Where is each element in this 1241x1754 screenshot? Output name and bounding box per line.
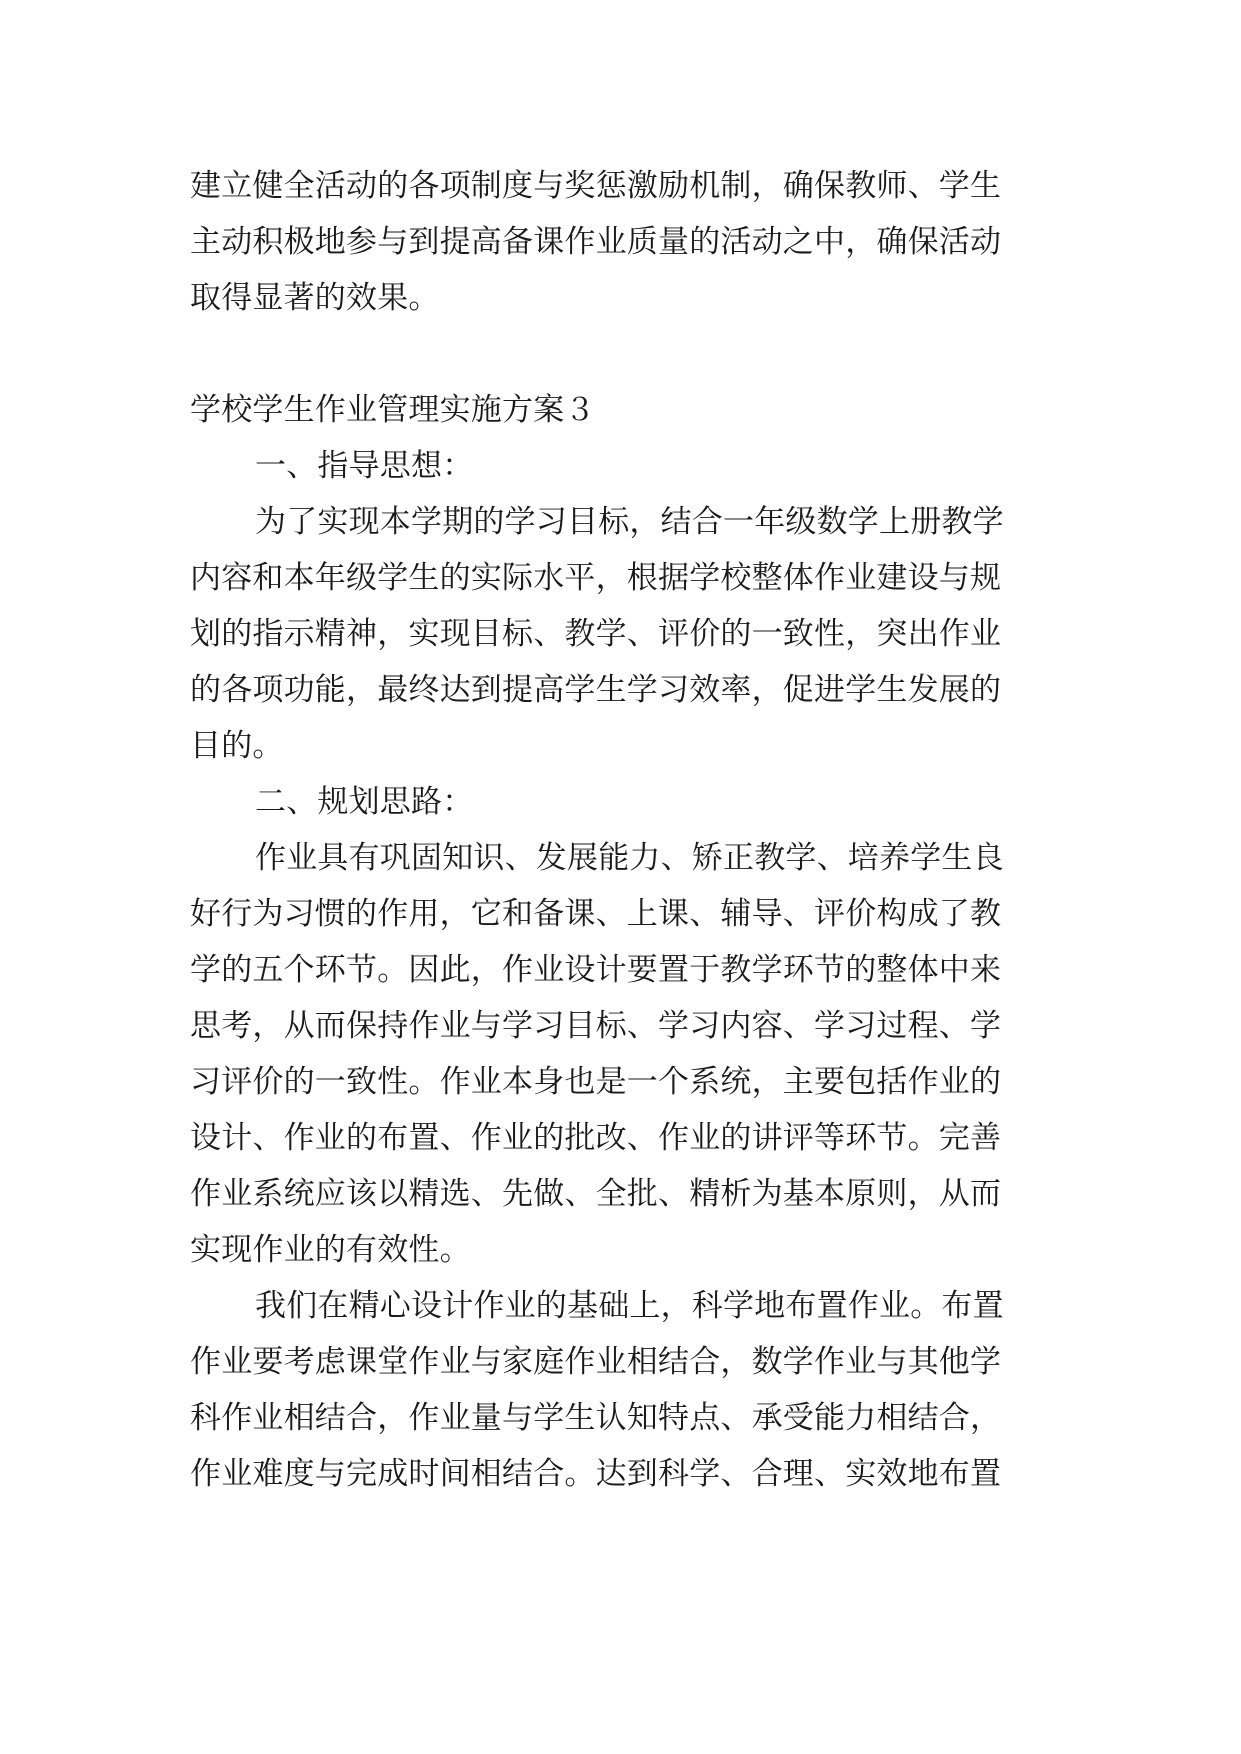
heading-guiding-ideology: 一、指导思想： bbox=[255, 448, 474, 484]
paragraph-1-line-5: 目的。 bbox=[190, 728, 284, 764]
paragraph-2-line-2: 好行为习惯的作用，它和备课、上课、辅导、评价构成了教 bbox=[190, 896, 1002, 932]
continuation-line-3: 取得显著的效果。 bbox=[190, 280, 440, 316]
paragraph-2-line-5: 习评价的一致性。作业本身也是一个系统，主要包括作业的 bbox=[190, 1064, 1002, 1100]
paragraph-1-line-4: 的各项功能，最终达到提高学生学习效率，促进学生发展的 bbox=[190, 672, 1002, 708]
paragraph-3-line-3: 科作业相结合，作业量与学生认知特点、承受能力相结合， bbox=[190, 1400, 1002, 1436]
section-title: 学校学生作业管理实施方案３ bbox=[190, 392, 596, 428]
paragraph-3-line-2: 作业要考虑课堂作业与家庭作业相结合，数学作业与其他学 bbox=[190, 1344, 1002, 1380]
paragraph-1-line-2: 内容和本年级学生的实际水平，根据学校整体作业建设与规 bbox=[190, 560, 1002, 596]
paragraph-2-line-1: 作业具有巩固知识、发展能力、矫正教学、培养学生良 bbox=[255, 840, 1004, 876]
paragraph-3-line-4: 作业难度与完成时间相结合。达到科学、合理、实效地布置 bbox=[190, 1456, 1002, 1492]
paragraph-1-line-1: 为了实现本学期的学习目标，结合一年级数学上册教学 bbox=[255, 504, 1004, 540]
continuation-line-1: 建立健全活动的各项制度与奖惩激励机制，确保教师、学生 bbox=[190, 168, 1002, 204]
paragraph-2-line-4: 思考，从而保持作业与学习目标、学习内容、学习过程、学 bbox=[190, 1008, 1002, 1044]
paragraph-3-line-1: 我们在精心设计作业的基础上，科学地布置作业。布置 bbox=[255, 1288, 1004, 1324]
paragraph-1-line-3: 划的指示精神，实现目标、教学、评价的一致性，突出作业 bbox=[190, 616, 1002, 652]
paragraph-2-line-8: 实现作业的有效性。 bbox=[190, 1232, 471, 1268]
continuation-line-2: 主动积极地参与到提高备课作业质量的活动之中，确保活动 bbox=[190, 224, 1002, 260]
paragraph-2-line-6: 设计、作业的布置、作业的批改、作业的讲评等环节。完善 bbox=[190, 1120, 1002, 1156]
paragraph-2-line-7: 作业系统应该以精选、先做、全批、精析为基本原则，从而 bbox=[190, 1176, 1002, 1212]
paragraph-2-line-3: 学的五个环节。因此，作业设计要置于教学环节的整体中来 bbox=[190, 952, 1002, 988]
heading-planning-approach: 二、规划思路： bbox=[255, 784, 474, 820]
